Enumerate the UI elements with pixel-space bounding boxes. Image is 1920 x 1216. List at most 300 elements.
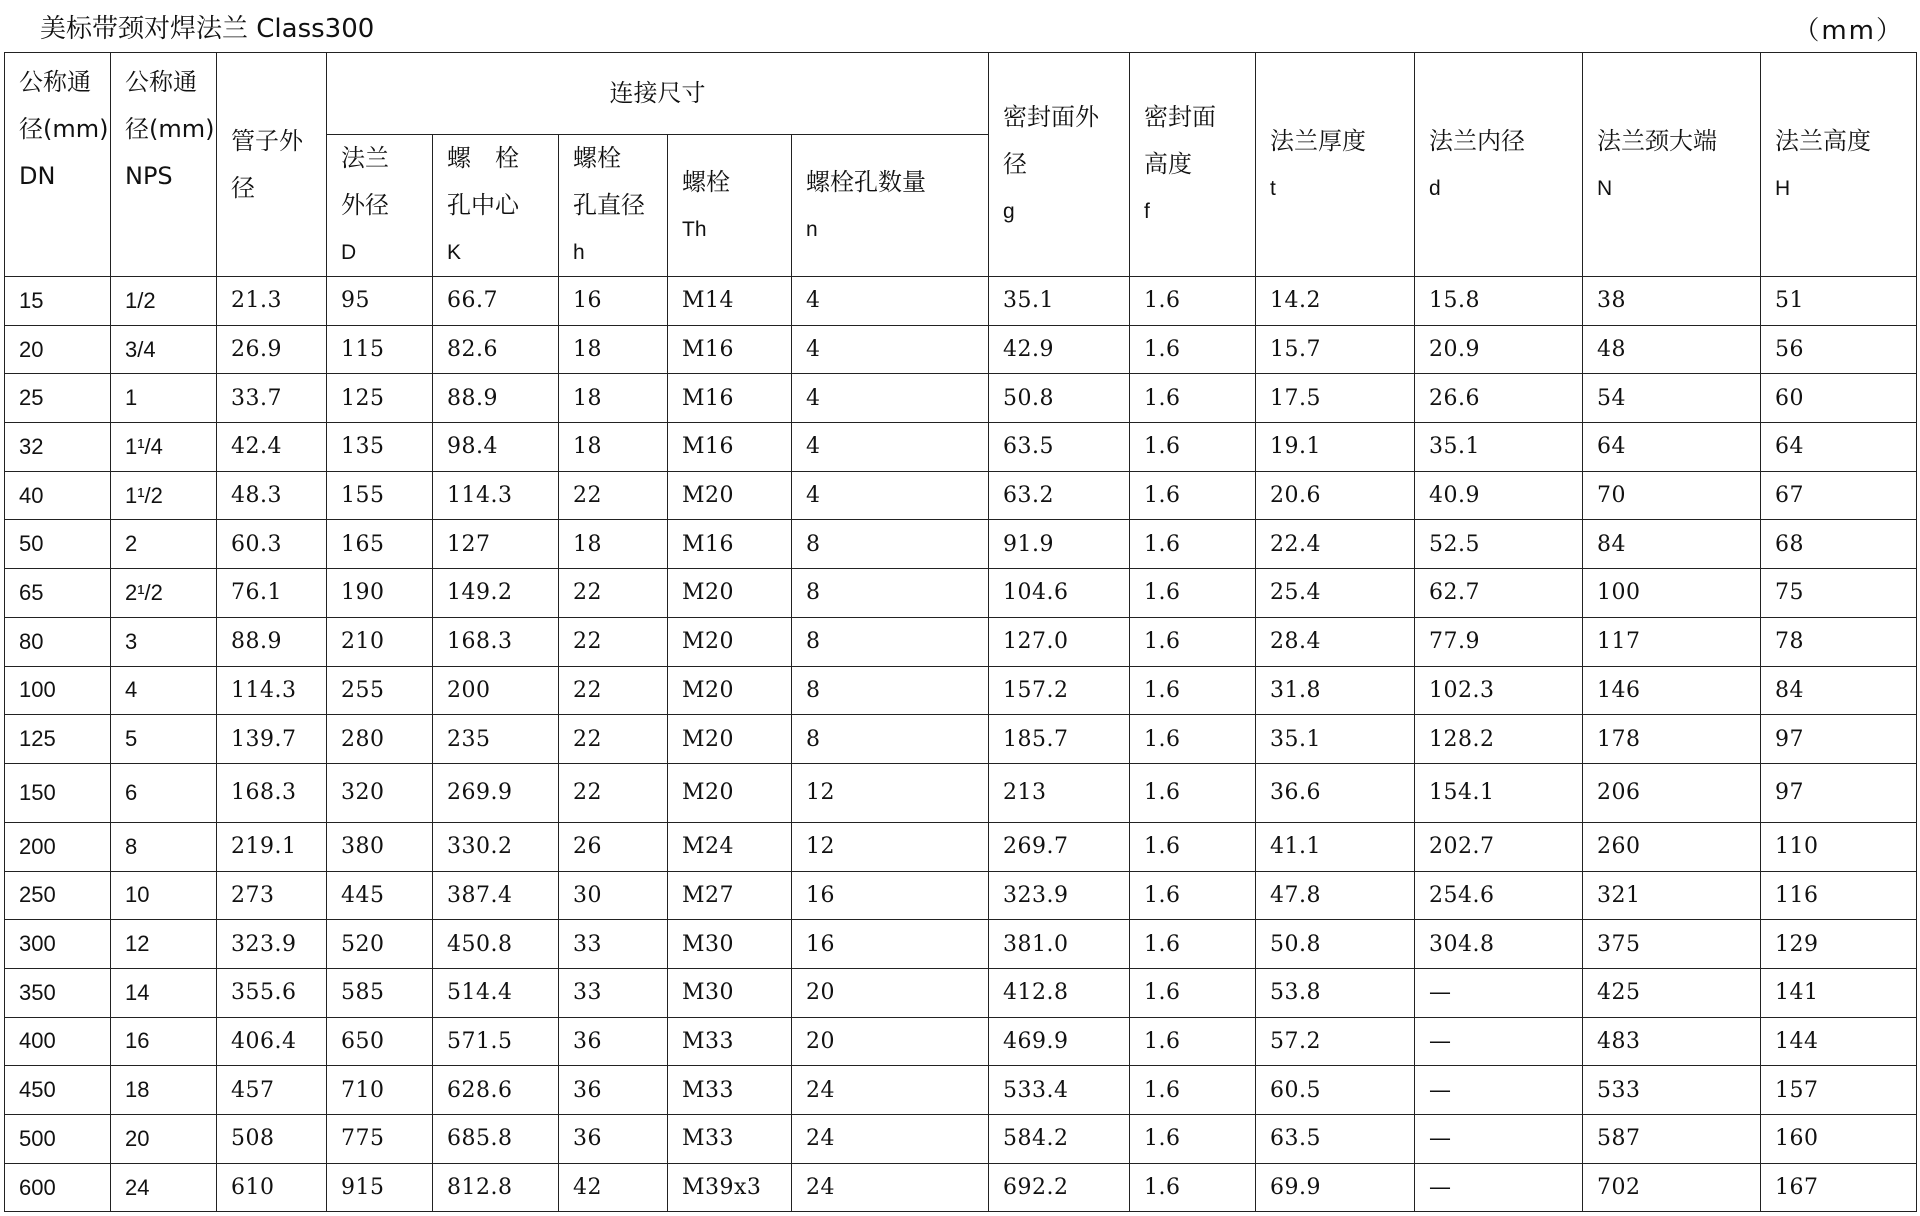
header-bolt-hole-diameter: 螺栓 孔直径 h [559, 135, 668, 277]
table-row [5, 520, 1917, 569]
cell-flange-od: 135 [327, 423, 433, 472]
cell-pipe-od: 406.4 [217, 1017, 327, 1066]
cell-flange-height: 84 [1761, 666, 1917, 715]
cell-neck-diameter: 178 [1583, 715, 1761, 764]
cell-bolt-hole: 30 [559, 871, 668, 920]
cell-neck-diameter: 84 [1583, 520, 1761, 569]
cell-neck-diameter: 533 [1583, 1066, 1761, 1115]
cell-flange-od: 95 [327, 277, 433, 326]
cell-flange-height: 60 [1761, 374, 1917, 423]
header-flange-od: 法兰 外径 D [327, 135, 433, 277]
cell-flange-od: 280 [327, 715, 433, 764]
cell-thickness: 60.5 [1256, 1066, 1415, 1115]
header-seal-height: 密封面 高度 f [1130, 53, 1256, 277]
header-bolt-thread: 螺栓 Th [668, 135, 792, 277]
cell-flange-height: 51 [1761, 277, 1917, 326]
cell-bolt-circle: 98.4 [433, 423, 559, 472]
cell-thickness: 14.2 [1256, 277, 1415, 326]
cell-bolt-circle: 149.2 [433, 569, 559, 618]
cell-bolt-count: 8 [792, 617, 989, 666]
cell-seal-od: 584.2 [989, 1115, 1130, 1164]
cell-bolt-count: 8 [792, 520, 989, 569]
cell-nps: 3/4 [111, 325, 217, 374]
cell-thickness: 57.2 [1256, 1017, 1415, 1066]
cell-seal-height: 1.6 [1130, 1163, 1256, 1212]
header-connection-dimensions: 连接尺寸 [327, 53, 989, 135]
cell-bolt-circle: 127 [433, 520, 559, 569]
cell-bolt-circle: 450.8 [433, 920, 559, 969]
table-row [5, 374, 1917, 423]
cell-bolt-circle: 88.9 [433, 374, 559, 423]
cell-bolt-count: 12 [792, 763, 989, 822]
cell-neck-diameter: 64 [1583, 423, 1761, 472]
cell-nps: 20 [111, 1115, 217, 1164]
cell-bolt-count: 8 [792, 666, 989, 715]
cell-bolt-hole: 22 [559, 715, 668, 764]
cell-bolt-hole: 16 [559, 277, 668, 326]
cell-flange-od: 190 [327, 569, 433, 618]
cell-bolt-thread: M33 [668, 1066, 792, 1115]
cell-bolt-hole: 22 [559, 569, 668, 618]
cell-neck-diameter: 375 [1583, 920, 1761, 969]
cell-pipe-od: 139.7 [217, 715, 327, 764]
cell-neck-diameter: 483 [1583, 1017, 1761, 1066]
cell-nps: 10 [111, 871, 217, 920]
cell-bolt-thread: M30 [668, 920, 792, 969]
cell-flange-od: 775 [327, 1115, 433, 1164]
cell-flange-height: 75 [1761, 569, 1917, 618]
cell-bolt-count: 8 [792, 715, 989, 764]
cell-bolt-count: 24 [792, 1066, 989, 1115]
cell-seal-height: 1.6 [1130, 374, 1256, 423]
cell-bolt-count: 20 [792, 1017, 989, 1066]
cell-inner-diameter: 52.5 [1415, 520, 1583, 569]
cell-nps: 3 [111, 617, 217, 666]
cell-flange-height: 68 [1761, 520, 1917, 569]
table-row [5, 617, 1917, 666]
cell-seal-od: 91.9 [989, 520, 1130, 569]
cell-seal-height: 1.6 [1130, 277, 1256, 326]
cell-bolt-circle: 387.4 [433, 871, 559, 920]
cell-bolt-circle: 571.5 [433, 1017, 559, 1066]
header-dn: 公称通 径(mm) DN [5, 53, 111, 277]
cell-flange-od: 210 [327, 617, 433, 666]
cell-nps: 18 [111, 1066, 217, 1115]
header-bolt-circle: 螺 栓 孔中心 K [433, 135, 559, 277]
cell-flange-height: 56 [1761, 325, 1917, 374]
unit-label: （mm） [1793, 16, 1904, 46]
table-row [5, 822, 1917, 871]
cell-inner-diameter: 154.1 [1415, 763, 1583, 822]
cell-nps: 2 [111, 520, 217, 569]
cell-seal-height: 1.6 [1130, 1115, 1256, 1164]
cell-flange-height: 167 [1761, 1163, 1917, 1212]
cell-inner-diameter: — [1415, 968, 1583, 1017]
cell-inner-diameter: 15.8 [1415, 277, 1583, 326]
cell-neck-diameter: 38 [1583, 277, 1761, 326]
cell-seal-od: 469.9 [989, 1017, 1130, 1066]
cell-dn: 40 [5, 471, 111, 520]
cell-pipe-od: 168.3 [217, 763, 327, 822]
cell-flange-od: 155 [327, 471, 433, 520]
cell-bolt-circle: 235 [433, 715, 559, 764]
cell-flange-height: 160 [1761, 1115, 1917, 1164]
header-flange-height: 法兰高度 H [1761, 53, 1917, 277]
cell-bolt-thread: M27 [668, 871, 792, 920]
cell-seal-od: 185.7 [989, 715, 1130, 764]
cell-seal-height: 1.6 [1130, 968, 1256, 1017]
cell-bolt-hole: 36 [559, 1017, 668, 1066]
cell-bolt-count: 16 [792, 871, 989, 920]
cell-flange-od: 380 [327, 822, 433, 871]
cell-seal-od: 42.9 [989, 325, 1130, 374]
cell-seal-od: 533.4 [989, 1066, 1130, 1115]
cell-bolt-hole: 22 [559, 617, 668, 666]
cell-bolt-hole: 18 [559, 423, 668, 472]
cell-bolt-thread: M20 [668, 569, 792, 618]
cell-pipe-od: 76.1 [217, 569, 327, 618]
cell-thickness: 53.8 [1256, 968, 1415, 1017]
cell-nps: 24 [111, 1163, 217, 1212]
cell-thickness: 31.8 [1256, 666, 1415, 715]
cell-flange-height: 144 [1761, 1017, 1917, 1066]
cell-dn: 20 [5, 325, 111, 374]
cell-flange-od: 125 [327, 374, 433, 423]
cell-bolt-circle: 200 [433, 666, 559, 715]
cell-nps: 4 [111, 666, 217, 715]
cell-neck-diameter: 587 [1583, 1115, 1761, 1164]
cell-inner-diameter: — [1415, 1017, 1583, 1066]
cell-dn: 50 [5, 520, 111, 569]
page-title: 美标带颈对焊法兰 Class300 [40, 14, 375, 44]
table-row [5, 471, 1917, 520]
cell-bolt-circle: 168.3 [433, 617, 559, 666]
cell-bolt-thread: M20 [668, 715, 792, 764]
cell-bolt-count: 8 [792, 569, 989, 618]
cell-flange-height: 67 [1761, 471, 1917, 520]
cell-flange-height: 78 [1761, 617, 1917, 666]
table-row [5, 1115, 1917, 1164]
table-row [5, 871, 1917, 920]
header-flange-thickness: 法兰厚度 t [1256, 53, 1415, 277]
cell-dn: 25 [5, 374, 111, 423]
cell-seal-od: 412.8 [989, 968, 1130, 1017]
cell-bolt-hole: 36 [559, 1066, 668, 1115]
cell-nps: 5 [111, 715, 217, 764]
cell-nps: 2¹/2 [111, 569, 217, 618]
cell-bolt-circle: 82.6 [433, 325, 559, 374]
cell-flange-od: 585 [327, 968, 433, 1017]
cell-neck-diameter: 48 [1583, 325, 1761, 374]
cell-pipe-od: 48.3 [217, 471, 327, 520]
cell-nps: 8 [111, 822, 217, 871]
cell-bolt-count: 12 [792, 822, 989, 871]
cell-dn: 100 [5, 666, 111, 715]
cell-flange-od: 650 [327, 1017, 433, 1066]
cell-nps: 6 [111, 763, 217, 822]
cell-dn: 150 [5, 763, 111, 822]
cell-pipe-od: 323.9 [217, 920, 327, 969]
cell-neck-diameter: 425 [1583, 968, 1761, 1017]
cell-bolt-thread: M20 [668, 763, 792, 822]
cell-seal-od: 213 [989, 763, 1130, 822]
cell-flange-height: 64 [1761, 423, 1917, 472]
cell-seal-height: 1.6 [1130, 822, 1256, 871]
cell-neck-diameter: 702 [1583, 1163, 1761, 1212]
cell-dn: 15 [5, 277, 111, 326]
cell-bolt-thread: M30 [668, 968, 792, 1017]
cell-bolt-count: 24 [792, 1115, 989, 1164]
cell-inner-diameter: 35.1 [1415, 423, 1583, 472]
cell-seal-height: 1.6 [1130, 520, 1256, 569]
cell-flange-height: 97 [1761, 715, 1917, 764]
cell-inner-diameter: 77.9 [1415, 617, 1583, 666]
cell-seal-height: 1.6 [1130, 1017, 1256, 1066]
cell-bolt-hole: 42 [559, 1163, 668, 1212]
cell-seal-height: 1.6 [1130, 325, 1256, 374]
cell-seal-od: 269.7 [989, 822, 1130, 871]
cell-bolt-circle: 812.8 [433, 1163, 559, 1212]
cell-flange-od: 320 [327, 763, 433, 822]
cell-bolt-hole: 33 [559, 968, 668, 1017]
cell-thickness: 25.4 [1256, 569, 1415, 618]
cell-seal-od: 127.0 [989, 617, 1130, 666]
cell-pipe-od: 219.1 [217, 822, 327, 871]
cell-flange-od: 255 [327, 666, 433, 715]
cell-bolt-hole: 33 [559, 920, 668, 969]
cell-bolt-hole: 36 [559, 1115, 668, 1164]
cell-pipe-od: 114.3 [217, 666, 327, 715]
cell-seal-height: 1.6 [1130, 423, 1256, 472]
cell-bolt-count: 24 [792, 1163, 989, 1212]
cell-bolt-hole: 22 [559, 666, 668, 715]
cell-thickness: 50.8 [1256, 920, 1415, 969]
cell-inner-diameter: 304.8 [1415, 920, 1583, 969]
cell-pipe-od: 88.9 [217, 617, 327, 666]
cell-pipe-od: 60.3 [217, 520, 327, 569]
table-row [5, 763, 1917, 822]
table-row [5, 1017, 1917, 1066]
cell-seal-od: 323.9 [989, 871, 1130, 920]
cell-bolt-count: 4 [792, 325, 989, 374]
cell-bolt-circle: 628.6 [433, 1066, 559, 1115]
cell-dn: 450 [5, 1066, 111, 1115]
table-row [5, 920, 1917, 969]
header-neck-diameter: 法兰颈大端 N [1583, 53, 1761, 277]
cell-thickness: 36.6 [1256, 763, 1415, 822]
table-body [5, 277, 1917, 1212]
cell-bolt-thread: M16 [668, 520, 792, 569]
cell-dn: 200 [5, 822, 111, 871]
cell-dn: 600 [5, 1163, 111, 1212]
cell-thickness: 63.5 [1256, 1115, 1415, 1164]
cell-bolt-count: 4 [792, 423, 989, 472]
cell-bolt-circle: 514.4 [433, 968, 559, 1017]
cell-seal-od: 63.2 [989, 471, 1130, 520]
cell-dn: 300 [5, 920, 111, 969]
cell-bolt-hole: 18 [559, 520, 668, 569]
cell-bolt-hole: 18 [559, 374, 668, 423]
cell-seal-height: 1.6 [1130, 471, 1256, 520]
cell-inner-diameter: — [1415, 1066, 1583, 1115]
cell-neck-diameter: 70 [1583, 471, 1761, 520]
cell-bolt-circle: 66.7 [433, 277, 559, 326]
cell-thickness: 47.8 [1256, 871, 1415, 920]
header-bolt-count: 螺栓孔数量 n [792, 135, 989, 277]
cell-dn: 80 [5, 617, 111, 666]
cell-bolt-count: 4 [792, 277, 989, 326]
cell-seal-height: 1.6 [1130, 569, 1256, 618]
cell-nps: 1¹/2 [111, 471, 217, 520]
cell-neck-diameter: 260 [1583, 822, 1761, 871]
table-row [5, 569, 1917, 618]
cell-flange-od: 520 [327, 920, 433, 969]
cell-bolt-circle: 269.9 [433, 763, 559, 822]
table-row [5, 968, 1917, 1017]
header-flange-inner-diameter: 法兰内径 d [1415, 53, 1583, 277]
cell-pipe-od: 42.4 [217, 423, 327, 472]
cell-pipe-od: 21.3 [217, 277, 327, 326]
cell-flange-od: 915 [327, 1163, 433, 1212]
cell-flange-height: 97 [1761, 763, 1917, 822]
cell-flange-height: 141 [1761, 968, 1917, 1017]
cell-inner-diameter: 40.9 [1415, 471, 1583, 520]
cell-seal-height: 1.6 [1130, 1066, 1256, 1115]
cell-inner-diameter: 202.7 [1415, 822, 1583, 871]
header-seal-od: 密封面外 径 g [989, 53, 1130, 277]
cell-seal-od: 50.8 [989, 374, 1130, 423]
cell-dn: 125 [5, 715, 111, 764]
cell-nps: 14 [111, 968, 217, 1017]
cell-neck-diameter: 100 [1583, 569, 1761, 618]
cell-inner-diameter: — [1415, 1115, 1583, 1164]
cell-pipe-od: 457 [217, 1066, 327, 1115]
table-row [5, 1066, 1917, 1115]
cell-flange-od: 115 [327, 325, 433, 374]
cell-seal-height: 1.6 [1130, 617, 1256, 666]
cell-nps: 12 [111, 920, 217, 969]
cell-dn: 350 [5, 968, 111, 1017]
cell-thickness: 17.5 [1256, 374, 1415, 423]
cell-thickness: 28.4 [1256, 617, 1415, 666]
cell-thickness: 35.1 [1256, 715, 1415, 764]
cell-nps: 16 [111, 1017, 217, 1066]
cell-bolt-thread: M16 [668, 374, 792, 423]
cell-pipe-od: 508 [217, 1115, 327, 1164]
cell-flange-od: 165 [327, 520, 433, 569]
cell-seal-height: 1.6 [1130, 666, 1256, 715]
cell-bolt-count: 4 [792, 374, 989, 423]
cell-seal-od: 381.0 [989, 920, 1130, 969]
cell-flange-od: 710 [327, 1066, 433, 1115]
table-row [5, 715, 1917, 764]
cell-bolt-thread: M39x3 [668, 1163, 792, 1212]
cell-inner-diameter: 26.6 [1415, 374, 1583, 423]
table-row [5, 1163, 1917, 1212]
cell-bolt-thread: M24 [668, 822, 792, 871]
cell-bolt-hole: 26 [559, 822, 668, 871]
cell-thickness: 20.6 [1256, 471, 1415, 520]
cell-bolt-thread: M20 [668, 471, 792, 520]
cell-dn: 500 [5, 1115, 111, 1164]
cell-bolt-count: 4 [792, 471, 989, 520]
cell-bolt-thread: M33 [668, 1115, 792, 1164]
cell-flange-height: 157 [1761, 1066, 1917, 1115]
cell-bolt-thread: M16 [668, 325, 792, 374]
cell-nps: 1/2 [111, 277, 217, 326]
cell-bolt-hole: 22 [559, 763, 668, 822]
cell-pipe-od: 26.9 [217, 325, 327, 374]
cell-neck-diameter: 206 [1583, 763, 1761, 822]
cell-bolt-thread: M14 [668, 277, 792, 326]
cell-inner-diameter: 62.7 [1415, 569, 1583, 618]
cell-flange-height: 129 [1761, 920, 1917, 969]
cell-bolt-thread: M33 [668, 1017, 792, 1066]
cell-thickness: 69.9 [1256, 1163, 1415, 1212]
cell-thickness: 19.1 [1256, 423, 1415, 472]
cell-bolt-circle: 330.2 [433, 822, 559, 871]
cell-nps: 1¹/4 [111, 423, 217, 472]
cell-pipe-od: 610 [217, 1163, 327, 1212]
cell-neck-diameter: 321 [1583, 871, 1761, 920]
cell-inner-diameter: 128.2 [1415, 715, 1583, 764]
cell-dn: 32 [5, 423, 111, 472]
cell-flange-od: 445 [327, 871, 433, 920]
cell-seal-od: 692.2 [989, 1163, 1130, 1212]
cell-bolt-circle: 114.3 [433, 471, 559, 520]
table-row [5, 277, 1917, 326]
table-row [5, 666, 1917, 715]
cell-seal-height: 1.6 [1130, 920, 1256, 969]
cell-pipe-od: 33.7 [217, 374, 327, 423]
cell-inner-diameter: 102.3 [1415, 666, 1583, 715]
cell-flange-height: 116 [1761, 871, 1917, 920]
cell-seal-height: 1.6 [1130, 763, 1256, 822]
cell-seal-od: 157.2 [989, 666, 1130, 715]
cell-neck-diameter: 54 [1583, 374, 1761, 423]
cell-bolt-thread: M16 [668, 423, 792, 472]
cell-bolt-hole: 22 [559, 471, 668, 520]
cell-thickness: 15.7 [1256, 325, 1415, 374]
cell-thickness: 22.4 [1256, 520, 1415, 569]
table-row [5, 423, 1917, 472]
cell-thickness: 41.1 [1256, 822, 1415, 871]
cell-dn: 250 [5, 871, 111, 920]
cell-bolt-count: 20 [792, 968, 989, 1017]
cell-bolt-thread: M20 [668, 666, 792, 715]
cell-nps: 1 [111, 374, 217, 423]
cell-inner-diameter: — [1415, 1163, 1583, 1212]
cell-seal-od: 35.1 [989, 277, 1130, 326]
cell-seal-od: 63.5 [989, 423, 1130, 472]
header-nps: 公称通 径(mm) NPS [111, 53, 217, 277]
cell-bolt-circle: 685.8 [433, 1115, 559, 1164]
cell-dn: 400 [5, 1017, 111, 1066]
table-row [5, 325, 1917, 374]
cell-bolt-thread: M20 [668, 617, 792, 666]
cell-seal-od: 104.6 [989, 569, 1130, 618]
cell-seal-height: 1.6 [1130, 871, 1256, 920]
cell-inner-diameter: 20.9 [1415, 325, 1583, 374]
cell-flange-height: 110 [1761, 822, 1917, 871]
cell-dn: 65 [5, 569, 111, 618]
cell-neck-diameter: 117 [1583, 617, 1761, 666]
cell-bolt-count: 16 [792, 920, 989, 969]
cell-inner-diameter: 254.6 [1415, 871, 1583, 920]
cell-pipe-od: 355.6 [217, 968, 327, 1017]
cell-neck-diameter: 146 [1583, 666, 1761, 715]
cell-pipe-od: 273 [217, 871, 327, 920]
